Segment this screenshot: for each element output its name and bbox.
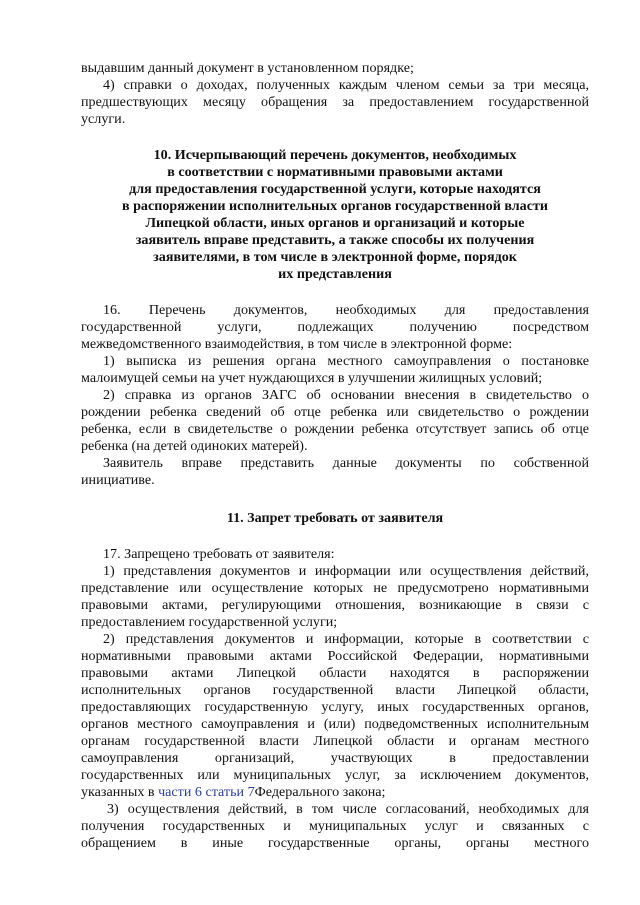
text-line: самоуправления организаций, участвующих в предоставлении (81, 750, 589, 766)
text-span: Федерального закона; (254, 784, 386, 800)
text-line: предшествующих месяцу обращения за предоставлением государственной (81, 94, 589, 110)
text-line: рождении ребенка сведений об отце ребенка или свидетельство о рождении (81, 404, 589, 420)
law-reference-link[interactable]: части 6 статьи 7 (158, 784, 255, 800)
text-line: 4) справки о доходах, полученных каждым членом семьи за три месяца, (103, 77, 589, 93)
text-line: 3) осуществления действий, в том числе согласований, необходимых для (107, 801, 589, 817)
section-heading: их представления (278, 266, 392, 282)
section-heading: в соответствии с нормативными правовыми актами (167, 164, 503, 180)
text-line: нормативными правовыми актами Российской Федерации, нормативными (81, 648, 589, 664)
text-line: 1) представления документов и информации или осуществления действий, (103, 563, 589, 579)
section-heading: в распоряжении исполнительных органов государственной власти (121, 198, 549, 214)
text-line: предоставляющих государственную услугу, иных государственных органов, (81, 699, 589, 715)
text-line: ребенка, если в свидетельстве о рождении ребенка отсутствует запись об отце (81, 421, 589, 437)
text-line: правовыми актами Липецкой области находятся в распоряжении (81, 665, 589, 681)
text-line: исполнительных органов государственной власти Липецкой области, (81, 682, 589, 698)
text-line: услуги. (81, 111, 126, 127)
text-line: выдавшим данный документ в установленном порядке; (81, 60, 414, 76)
text-line: государственных или муниципальных услуг, за исключением документов, (81, 767, 589, 783)
section-heading: заявителями, в том числе в электронной форме, порядок (153, 249, 517, 265)
text-span: указанных в (81, 784, 159, 800)
text-line: 16. Перечень документов, необходимых для предоставления (103, 302, 589, 318)
section-heading: для предоставления государственной услуги, которые находятся (129, 181, 541, 197)
text-line: Заявитель вправе представить данные документы по собственной (103, 455, 589, 471)
text-line: представление или осуществление которых не предусмотрено нормативными (81, 580, 589, 596)
text-line: 2) представления документов и информации, которые в соответствии с (103, 631, 589, 647)
section-heading: заявитель вправе представить, а также способы их получения (135, 232, 535, 248)
text-line: государственной услуги, подлежащих получению посредством (81, 319, 589, 335)
text-line (81, 784, 589, 801)
text-line: 1) выписка из решения органа местного самоуправления о постановке (103, 353, 589, 369)
text-line: 2) справка из органов ЗАГС об основании внесения в свидетельство о (103, 387, 589, 403)
section-heading: 10. Исчерпывающий перечень документов, необходимых (153, 147, 517, 163)
text-line: органов местного самоуправления и (или) подведомственных исполнительным (81, 716, 589, 732)
text-line: 17. Запрещено требовать от заявителя: (103, 546, 335, 562)
text-line: малоимущей семьи на учет нуждающихся в улучшении жилищных условий; (81, 370, 543, 386)
text-line: ребенка (на детей одиноких матерей). (81, 438, 308, 454)
text-line: обращением в иные государственные органы, органы местного (81, 835, 589, 851)
text-line: межведомственного взаимодействия, в том числе в электронной форме: (81, 336, 513, 352)
text-line: получения государственных и муниципальных услуг и связанных с (81, 818, 589, 834)
section-heading: 11. Запрет требовать от заявителя (226, 510, 444, 526)
text-line: инициативе. (81, 472, 155, 488)
text-line: предоставлением государственной услуги; (81, 614, 338, 630)
text-line: правовыми актами, регулирующими отношения, возникающие в связи с (81, 597, 589, 613)
text-line: органам государственной власти Липецкой области и органам местного (81, 733, 589, 749)
section-heading: Липецкой области, иных органов и организаций и которые (145, 215, 525, 231)
